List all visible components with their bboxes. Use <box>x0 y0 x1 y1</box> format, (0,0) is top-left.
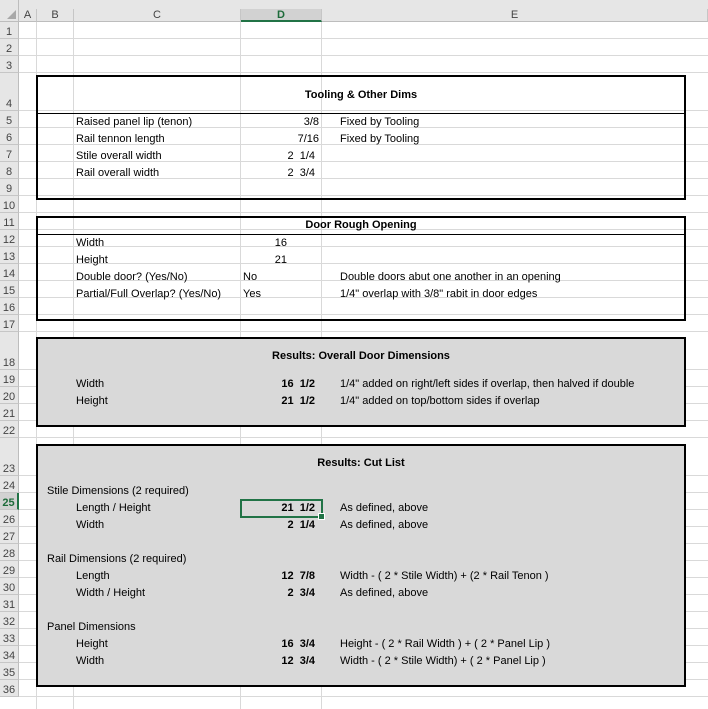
rough-note-double: Double doors abut one another in an opening <box>340 271 561 283</box>
row-header-6[interactable]: 6 <box>0 128 19 145</box>
gridline-row-22 <box>19 437 708 438</box>
stile-heading: Stile Dimensions (2 required) <box>47 485 189 497</box>
overall-value-height[interactable]: 21 1/2 <box>281 395 315 407</box>
panel-label-height: Height <box>76 638 108 650</box>
stile-note-length: As defined, above <box>340 502 429 514</box>
stile-value-width[interactable]: 2 1/4 <box>287 519 315 531</box>
row-header-28[interactable]: 28 <box>0 544 19 561</box>
overall-label-width: Width <box>76 378 105 390</box>
row-header-12[interactable]: 12 <box>0 230 19 247</box>
rough-value-width[interactable]: 16 <box>274 237 287 249</box>
row-header-29[interactable]: 29 <box>0 561 19 578</box>
rail-value-width[interactable]: 2 3/4 <box>287 587 315 599</box>
row-header-18[interactable]: 18 <box>0 332 19 370</box>
cut-list-title: Results: Cut List <box>317 457 405 469</box>
tooling-value-1[interactable]: 3/8 <box>303 116 319 128</box>
gridline-row-17 <box>19 331 708 332</box>
row-header-7[interactable]: 7 <box>0 145 19 162</box>
tooling-label-2: Rail tennon length <box>76 133 165 145</box>
panel-label-width: Width <box>76 655 105 667</box>
stile-label-length: Length / Height <box>76 502 151 514</box>
gridline-row-1 <box>19 38 708 39</box>
rough-opening-title: Door Rough Opening <box>305 219 417 231</box>
rail-label-length: Length <box>76 570 110 582</box>
column-header-b[interactable]: B <box>37 9 74 22</box>
row-header-5[interactable]: 5 <box>0 111 19 128</box>
row-header-4[interactable]: 4 <box>0 73 19 111</box>
row-header-11[interactable]: 11 <box>0 213 19 230</box>
row-header-25[interactable]: 25 <box>0 493 19 510</box>
rough-note-overlap: 1/4" overlap with 3/8" rabit in door edges <box>340 288 538 300</box>
overall-value-width[interactable]: 16 1/2 <box>281 378 315 390</box>
panel-heading: Panel Dimensions <box>47 621 136 633</box>
row-header-8[interactable]: 8 <box>0 162 19 179</box>
tooling-note-2: Fixed by Tooling <box>340 133 420 145</box>
rail-label-width: Width / Height <box>76 587 146 599</box>
fill-handle[interactable] <box>318 513 325 520</box>
overall-title: Results: Overall Door Dimensions <box>272 350 450 362</box>
tooling-value-2[interactable]: 7/16 <box>297 133 319 145</box>
rail-heading: Rail Dimensions (2 required) <box>47 553 187 565</box>
rough-label-width: Width <box>76 237 105 249</box>
row-header-31[interactable]: 31 <box>0 595 19 612</box>
row-header-10[interactable]: 10 <box>0 196 19 213</box>
row-header-23[interactable]: 23 <box>0 438 19 476</box>
tooling-label-3: Stile overall width <box>76 150 162 162</box>
panel-note-height: Height - ( 2 * Rail Width ) + ( 2 * Panel Lip ) <box>340 638 550 650</box>
rough-label-height: Height <box>76 254 108 266</box>
row-header-3[interactable]: 3 <box>0 56 19 73</box>
row-header-15[interactable]: 15 <box>0 281 19 298</box>
tooling-value-3[interactable]: 2 1/4 <box>287 150 315 162</box>
tooling-label-1: Raised panel lip (tenon) <box>76 116 193 128</box>
column-header-d[interactable]: D <box>241 9 322 22</box>
overall-note-width: 1/4" added on right/left sides if overlap, then halved if double <box>340 378 635 390</box>
panel-note-width: Width - ( 2 * Stile Width) + ( 2 * Panel Lip ) <box>340 655 546 667</box>
row-header-9[interactable]: 9 <box>0 179 19 196</box>
column-header-bar <box>19 0 708 9</box>
tooling-label-4: Rail overall width <box>76 167 160 179</box>
tooling-title: Tooling & Other Dims <box>304 89 418 101</box>
column-header-c[interactable]: C <box>74 9 241 22</box>
rough-value-height[interactable]: 21 <box>274 254 287 266</box>
row-header-21[interactable]: 21 <box>0 404 19 421</box>
tooling-value-4[interactable]: 2 3/4 <box>287 167 315 179</box>
rough-opening-divider <box>37 234 685 235</box>
row-header-35[interactable]: 35 <box>0 663 19 680</box>
row-header-34[interactable]: 34 <box>0 646 19 663</box>
row-header-2[interactable]: 2 <box>0 39 19 56</box>
row-header-19[interactable]: 19 <box>0 370 19 387</box>
row-header-16[interactable]: 16 <box>0 298 19 315</box>
gridline-row-10 <box>19 212 708 213</box>
gridline-row-2 <box>19 55 708 56</box>
rough-value-double[interactable]: No <box>243 271 258 283</box>
tooling-note-1: Fixed by Tooling <box>340 116 420 128</box>
select-all-corner[interactable] <box>0 0 19 22</box>
row-header-17[interactable]: 17 <box>0 315 19 332</box>
gridline-row-36 <box>19 696 708 697</box>
row-header-14[interactable]: 14 <box>0 264 19 281</box>
rail-note-width: As defined, above <box>340 587 429 599</box>
rough-label-double: Double door? (Yes/No) <box>76 271 188 283</box>
rail-value-length[interactable]: 12 7/8 <box>281 570 315 582</box>
row-header-26[interactable]: 26 <box>0 510 19 527</box>
rough-label-overlap: Partial/Full Overlap? (Yes/No) <box>76 288 222 300</box>
column-header-e[interactable]: E <box>322 9 708 22</box>
column-header-a[interactable]: A <box>19 9 37 22</box>
gridline-row-3 <box>19 72 708 73</box>
overall-label-height: Height <box>76 395 108 407</box>
row-header-24[interactable]: 24 <box>0 476 19 493</box>
row-header-33[interactable]: 33 <box>0 629 19 646</box>
row-header-22[interactable]: 22 <box>0 421 19 438</box>
overall-note-height: 1/4" added on top/bottom sides if overlap <box>340 395 540 407</box>
stile-label-width: Width <box>76 519 105 531</box>
rail-note-length: Width - ( 2 * Stile Width) + (2 * Rail Tenon ) <box>340 570 549 582</box>
row-header-30[interactable]: 30 <box>0 578 19 595</box>
active-cell-d25[interactable] <box>240 499 323 518</box>
row-header-1[interactable]: 1 <box>0 22 19 39</box>
row-header-32[interactable]: 32 <box>0 612 19 629</box>
row-header-27[interactable]: 27 <box>0 527 19 544</box>
panel-value-width[interactable]: 12 3/4 <box>281 655 315 667</box>
stile-value-length[interactable]: 21 1/2 <box>281 502 315 514</box>
select-all-triangle-icon <box>7 10 16 19</box>
rough-value-overlap[interactable]: Yes <box>243 288 261 300</box>
row-header-36[interactable]: 36 <box>0 680 19 697</box>
row-header-13[interactable]: 13 <box>0 247 19 264</box>
stile-note-width: As defined, above <box>340 519 429 531</box>
row-header-20[interactable]: 20 <box>0 387 19 404</box>
panel-value-height[interactable]: 16 3/4 <box>281 638 315 650</box>
